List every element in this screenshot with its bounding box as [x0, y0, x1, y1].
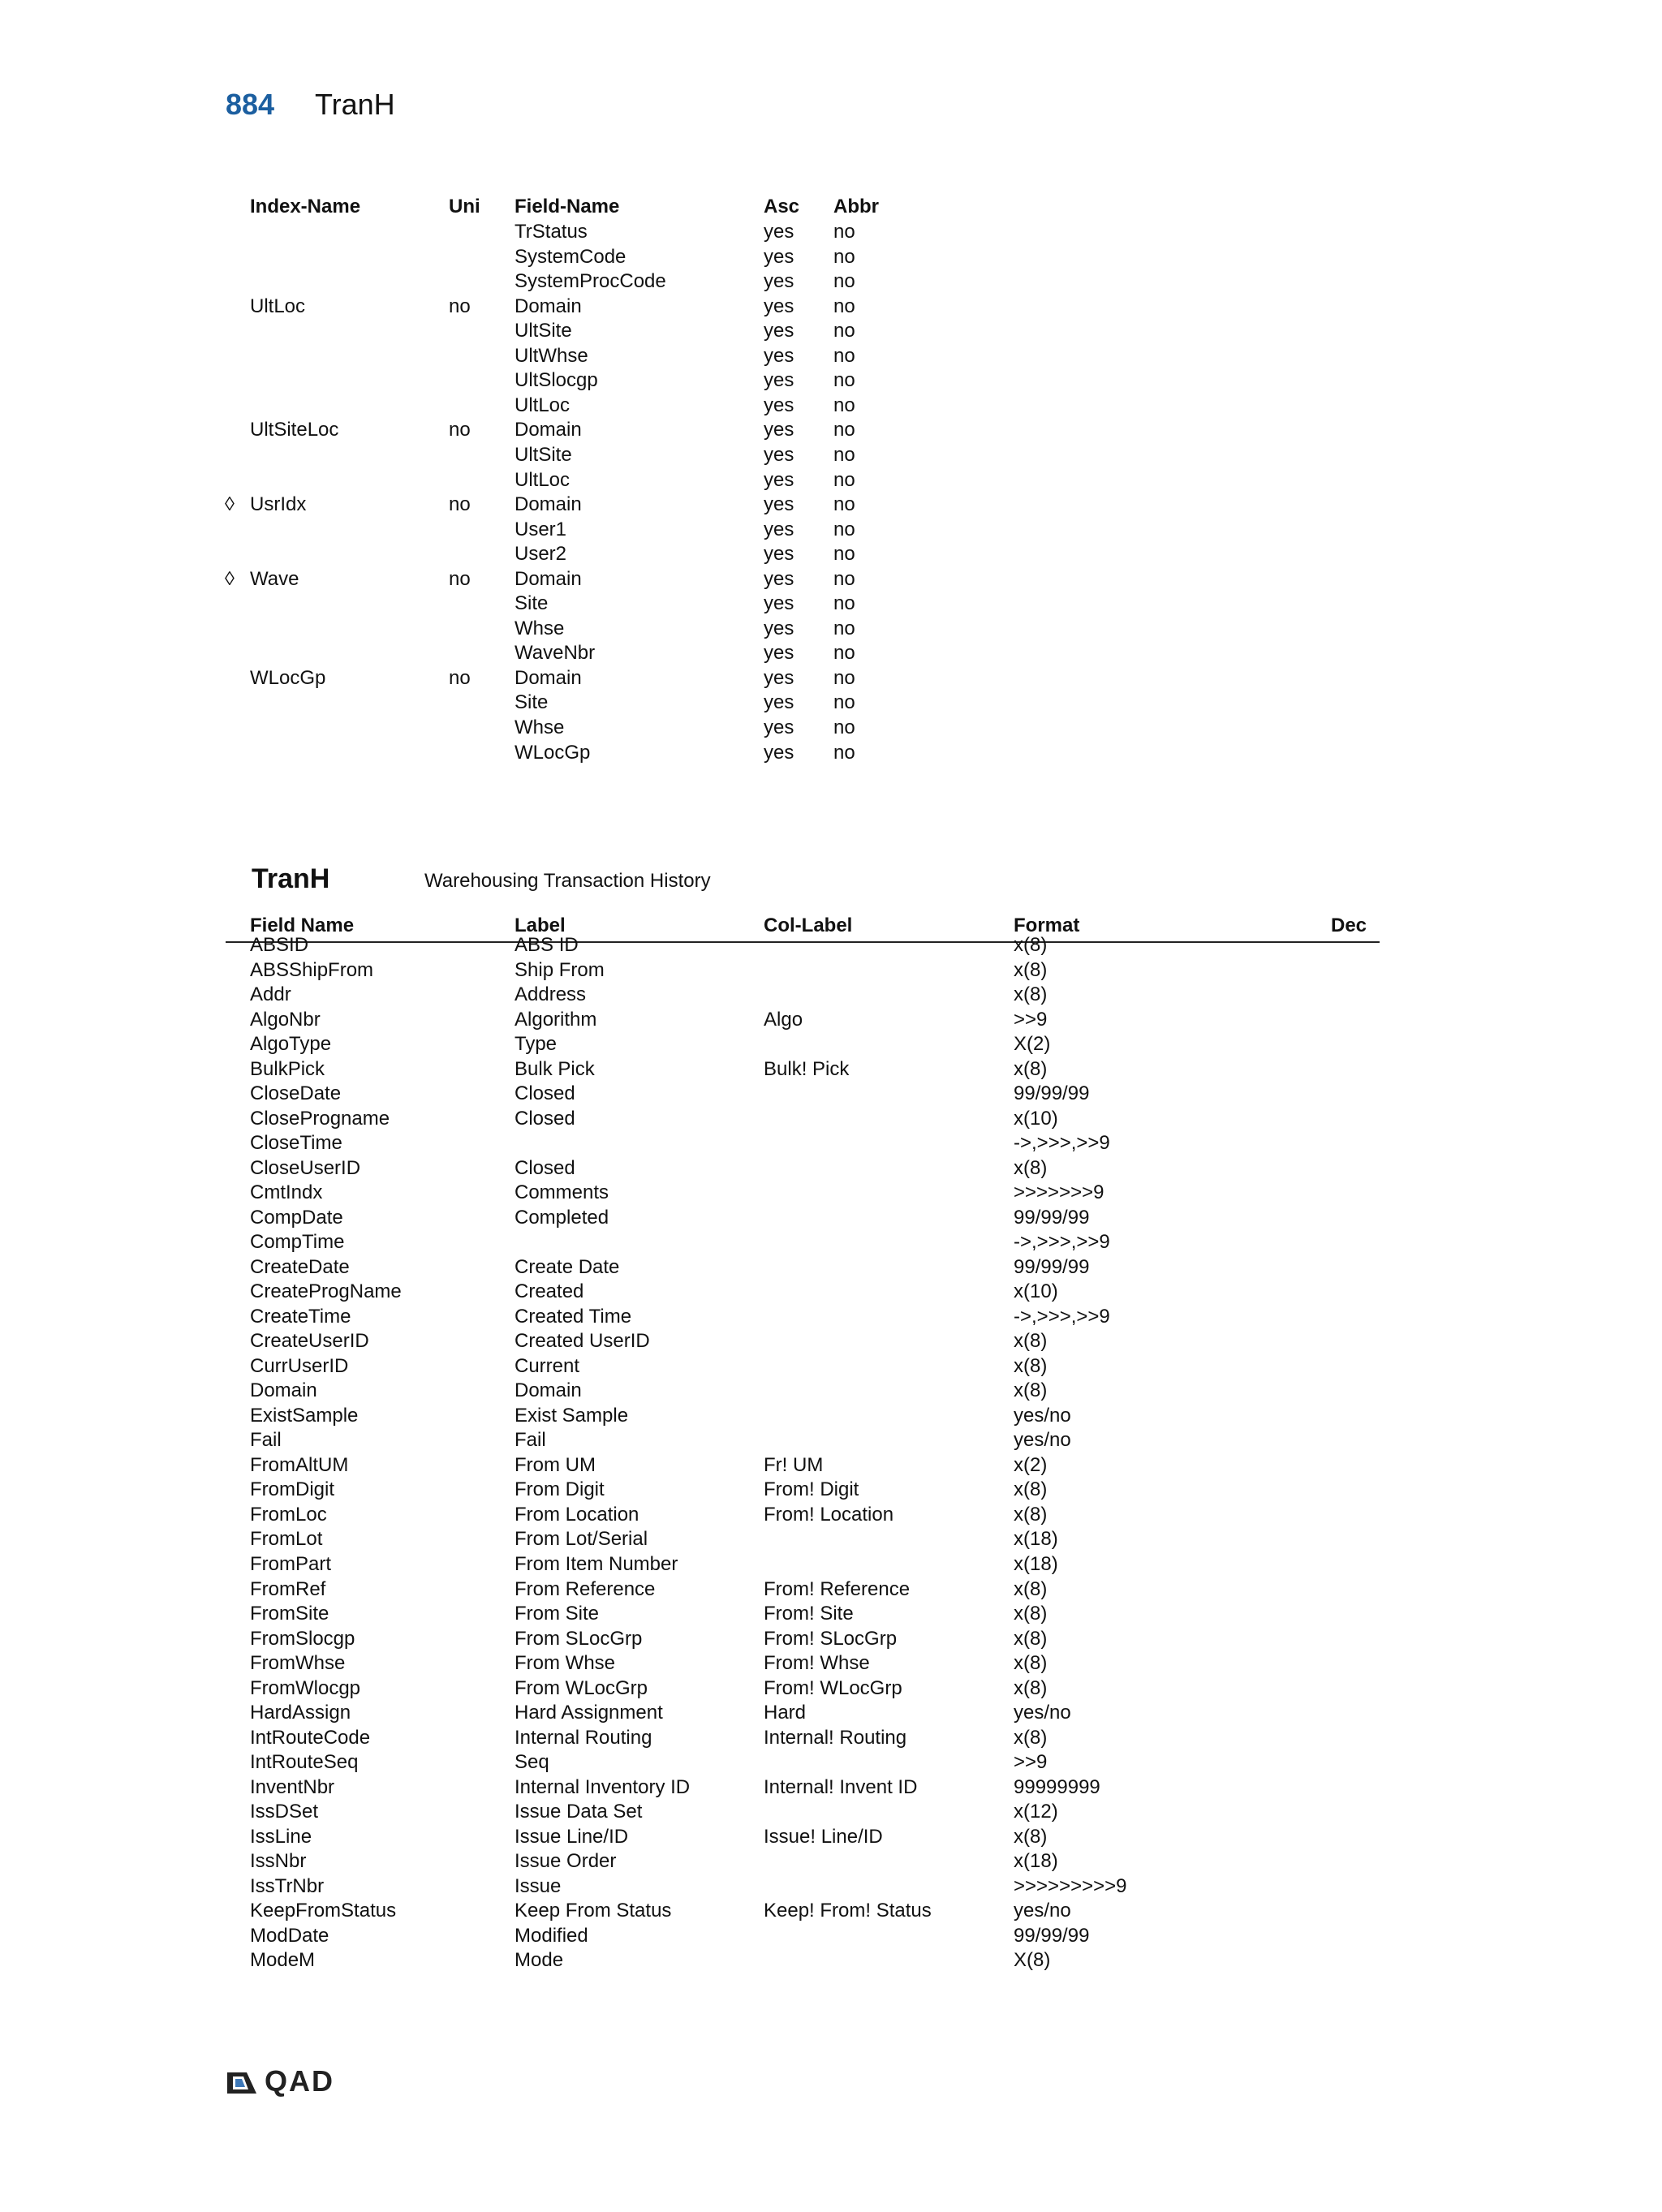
index-row	[226, 244, 956, 269]
field-col-label: Hard	[764, 1702, 807, 1724]
field-name: FromAltUM	[250, 1453, 349, 1476]
col-label: Label	[515, 914, 566, 936]
abbr-value: no	[833, 270, 855, 293]
col-col-label: Col-Label	[764, 914, 853, 936]
field-name: BulkPick	[250, 1057, 325, 1080]
field-format: >>>>>>>9	[1014, 1181, 1104, 1204]
asc-value: yes	[764, 320, 794, 342]
field-format: x(8)	[1014, 1156, 1048, 1179]
field-format: ->,>>>,>>9	[1014, 1132, 1110, 1155]
field-row	[226, 1849, 1380, 1874]
field-row	[226, 1057, 1380, 1082]
col-format: Format	[1014, 914, 1080, 936]
field-label: Internal Routing	[515, 1726, 652, 1749]
field-label: Address	[515, 983, 587, 1006]
field-row	[226, 1577, 1380, 1603]
field-label: Domain	[515, 1379, 582, 1402]
index-row	[226, 665, 956, 691]
abbr-value: no	[833, 518, 855, 540]
field-label: Closed	[515, 1107, 575, 1130]
table-description: Warehousing Transaction History	[424, 870, 711, 892]
col-field-name: Field-Name	[515, 196, 620, 217]
field-col-label: Keep! From! Status	[764, 1900, 932, 1922]
uni-value: no	[449, 493, 471, 516]
field-name: IssTrNbr	[250, 1874, 325, 1897]
field-name: UltSite	[515, 443, 572, 466]
field-name: User1	[515, 518, 567, 540]
field-label: Type	[515, 1033, 558, 1056]
field-col-label: Bulk! Pick	[764, 1057, 850, 1080]
field-row	[226, 1701, 1380, 1726]
field-name: Whse	[515, 717, 565, 738]
field-format: 99/99/99	[1014, 1206, 1090, 1229]
field-label: Modified	[515, 1924, 588, 1947]
field-label: Algorithm	[515, 1008, 597, 1031]
field-row	[226, 1453, 1380, 1478]
field-name: FromPart	[250, 1553, 332, 1575]
abbr-value: no	[833, 443, 855, 466]
field-format: x(8)	[1014, 1379, 1048, 1402]
field-col-label: From! Site	[764, 1603, 854, 1625]
index-name: Wave	[250, 567, 299, 590]
field-format: x(18)	[1014, 1850, 1058, 1873]
row-marker: ◊	[225, 493, 235, 516]
field-format: x(8)	[1014, 1652, 1048, 1675]
field-name: Domain	[515, 666, 582, 689]
abbr-value: no	[833, 320, 855, 342]
field-row	[226, 1948, 1380, 1973]
field-row	[226, 1602, 1380, 1627]
field-label: Created Time	[515, 1305, 632, 1328]
field-row	[226, 1800, 1380, 1825]
field-row	[226, 1552, 1380, 1577]
index-row	[226, 640, 956, 665]
index-name: WLocGp	[250, 666, 326, 689]
col-index-name: Index-Name	[250, 196, 361, 217]
field-row	[226, 1280, 1380, 1305]
field-format: >>9	[1014, 1751, 1048, 1774]
page-title: TranH	[315, 88, 395, 121]
field-name: UltSlocgp	[515, 369, 598, 392]
field-label: Fail	[515, 1429, 546, 1452]
field-row	[226, 1874, 1380, 1900]
field-row	[226, 1899, 1380, 1924]
field-name: CreateProgName	[250, 1280, 402, 1303]
field-col-label: Issue! Line/ID	[764, 1825, 883, 1848]
field-format: X(2)	[1014, 1033, 1051, 1056]
field-row	[226, 1131, 1380, 1156]
field-col-label: From! Digit	[764, 1478, 859, 1501]
field-row	[226, 1008, 1380, 1033]
field-name: Site	[515, 592, 549, 615]
field-name: FromLoc	[250, 1503, 327, 1526]
field-format: x(18)	[1014, 1528, 1058, 1551]
field-row	[226, 1428, 1380, 1453]
field-name: CloseTime	[250, 1132, 342, 1155]
field-name: WaveNbr	[515, 642, 596, 665]
field-row	[226, 1329, 1380, 1354]
index-row	[226, 715, 956, 740]
asc-value: yes	[764, 666, 794, 689]
field-row	[226, 1651, 1380, 1676]
field-name: CloseUserID	[250, 1156, 361, 1179]
field-format: x(18)	[1014, 1553, 1058, 1575]
field-label: ABS ID	[515, 934, 579, 956]
field-label: Issue Data Set	[515, 1801, 643, 1823]
field-col-label: From! WLocGrp	[764, 1676, 902, 1699]
col-field-name: Field Name	[250, 914, 355, 936]
field-format: X(8)	[1014, 1949, 1051, 1972]
field-format: x(8)	[1014, 958, 1048, 981]
uni-value: no	[449, 419, 471, 441]
field-name: CompTime	[250, 1231, 345, 1254]
field-format: >>>>>>>>>9	[1014, 1874, 1127, 1897]
asc-value: yes	[764, 221, 794, 243]
field-format: 99/99/99	[1014, 1082, 1090, 1105]
asc-value: yes	[764, 344, 794, 367]
field-name: User2	[515, 543, 567, 566]
col-dec: Dec	[1331, 914, 1367, 936]
field-format: x(8)	[1014, 1330, 1048, 1353]
field-label: From Whse	[515, 1652, 616, 1675]
field-label: Create Date	[515, 1255, 620, 1278]
abbr-value: no	[833, 666, 855, 689]
asc-value: yes	[764, 617, 794, 639]
field-name: CloseProgname	[250, 1107, 390, 1130]
field-name: AlgoNbr	[250, 1008, 321, 1031]
qad-logo-icon	[226, 2069, 258, 2097]
field-name: KeepFromStatus	[250, 1900, 397, 1922]
abbr-value: no	[833, 717, 855, 738]
field-row	[226, 1156, 1380, 1181]
index-row	[226, 591, 956, 616]
index-row	[226, 219, 956, 244]
index-row	[226, 467, 956, 493]
asc-value: yes	[764, 493, 794, 516]
field-row	[226, 933, 1380, 958]
col-uni: Uni	[449, 196, 480, 217]
field-label: Issue Line/ID	[515, 1825, 629, 1848]
field-name: InventNbr	[250, 1775, 335, 1798]
logo-text: QAD	[265, 2064, 334, 2098]
field-name: ModeM	[250, 1949, 316, 1972]
field-row	[226, 1478, 1380, 1503]
abbr-value: no	[833, 394, 855, 416]
index-row	[226, 343, 956, 368]
field-label: Keep From Status	[515, 1900, 672, 1922]
field-row	[226, 1379, 1380, 1404]
index-row	[226, 318, 956, 343]
field-name: CreateDate	[250, 1255, 350, 1278]
field-row	[226, 1107, 1380, 1132]
index-row	[226, 393, 956, 418]
abbr-value: no	[833, 221, 855, 243]
field-format: x(8)	[1014, 1676, 1048, 1699]
abbr-value: no	[833, 419, 855, 441]
field-row	[226, 1775, 1380, 1801]
field-label: Exist Sample	[515, 1404, 629, 1427]
field-row	[226, 1627, 1380, 1652]
abbr-value: no	[833, 691, 855, 714]
field-format: x(8)	[1014, 983, 1048, 1006]
field-row	[226, 1181, 1380, 1206]
asc-value: yes	[764, 543, 794, 566]
asc-value: yes	[764, 642, 794, 665]
asc-value: yes	[764, 741, 794, 764]
field-format: yes/no	[1014, 1900, 1071, 1922]
field-format: x(8)	[1014, 1627, 1048, 1650]
field-format: x(12)	[1014, 1801, 1058, 1823]
field-format: x(8)	[1014, 1354, 1048, 1377]
field-label: From WLocGrp	[515, 1676, 648, 1699]
col-abbr: Abbr	[833, 196, 879, 217]
field-name: CompDate	[250, 1206, 343, 1229]
field-row	[226, 983, 1380, 1008]
asc-value: yes	[764, 369, 794, 392]
field-row	[226, 1726, 1380, 1751]
field-name: UltLoc	[515, 468, 571, 491]
field-format: ->,>>>,>>9	[1014, 1231, 1110, 1254]
field-label: Comments	[515, 1181, 609, 1204]
field-label: Ship From	[515, 958, 605, 981]
field-name: FromWlocgp	[250, 1676, 361, 1699]
field-name: Site	[515, 691, 549, 714]
index-name: UltSiteLoc	[250, 419, 339, 441]
field-name: SystemProcCode	[515, 270, 666, 293]
index-row	[226, 492, 956, 517]
field-col-label: From! Whse	[764, 1652, 870, 1675]
field-name: ExistSample	[250, 1404, 359, 1427]
field-name: UltSite	[515, 320, 572, 342]
field-format: x(8)	[1014, 1726, 1048, 1749]
field-format: ->,>>>,>>9	[1014, 1305, 1110, 1328]
field-name: Domain	[515, 567, 582, 590]
abbr-value: no	[833, 617, 855, 639]
field-name: Domain	[515, 493, 582, 516]
field-name: IssLine	[250, 1825, 312, 1848]
field-name: IntRouteCode	[250, 1726, 371, 1749]
field-name: Domain	[515, 419, 582, 441]
asc-value: yes	[764, 468, 794, 491]
abbr-value: no	[833, 468, 855, 491]
field-format: x(10)	[1014, 1107, 1058, 1130]
field-name: FromSite	[250, 1603, 329, 1625]
col-asc: Asc	[764, 196, 800, 217]
index-row	[226, 294, 956, 319]
field-label: Bulk Pick	[515, 1057, 595, 1080]
field-label: Closed	[515, 1082, 575, 1105]
field-row	[226, 958, 1380, 983]
field-name: FromLot	[250, 1528, 323, 1551]
field-format: >>9	[1014, 1008, 1048, 1031]
field-col-label: Internal! Routing	[764, 1726, 907, 1749]
field-label: Current	[515, 1354, 580, 1377]
abbr-value: no	[833, 344, 855, 367]
field-format: x(8)	[1014, 934, 1048, 956]
index-row	[226, 269, 956, 294]
uni-value: no	[449, 567, 471, 590]
field-name: CurrUserID	[250, 1354, 349, 1377]
field-format: x(8)	[1014, 1577, 1048, 1600]
field-row	[226, 1305, 1380, 1330]
index-row	[226, 368, 956, 393]
field-name: FromRef	[250, 1577, 326, 1600]
field-format: x(8)	[1014, 1603, 1048, 1625]
page-number: 884	[226, 88, 275, 121]
field-label: Created UserID	[515, 1330, 650, 1353]
field-name: ABSID	[250, 934, 309, 956]
field-label: From Site	[515, 1603, 600, 1625]
field-format: x(8)	[1014, 1478, 1048, 1501]
field-label: Completed	[515, 1206, 609, 1229]
asc-value: yes	[764, 691, 794, 714]
field-col-label: Fr! UM	[764, 1453, 824, 1476]
abbr-value: no	[833, 369, 855, 392]
field-label: Seq	[515, 1751, 549, 1774]
index-row	[226, 417, 956, 442]
field-label: From Item Number	[515, 1553, 678, 1575]
field-format: yes/no	[1014, 1404, 1071, 1427]
field-label: Hard Assignment	[515, 1702, 663, 1724]
field-name: AlgoType	[250, 1033, 332, 1056]
index-row	[226, 740, 956, 765]
field-name: Whse	[515, 617, 565, 639]
abbr-value: no	[833, 741, 855, 764]
field-row	[226, 1404, 1380, 1429]
asc-value: yes	[764, 717, 794, 738]
index-row	[226, 442, 956, 467]
abbr-value: no	[833, 567, 855, 590]
field-name: Domain	[250, 1379, 317, 1402]
field-name: IssDSet	[250, 1801, 319, 1823]
field-col-label: Internal! Invent ID	[764, 1775, 918, 1798]
uni-value: no	[449, 295, 471, 317]
index-name: UsrIdx	[250, 493, 307, 516]
field-name: CmtIndx	[250, 1181, 323, 1204]
field-format: yes/no	[1014, 1429, 1071, 1452]
field-format: x(8)	[1014, 1503, 1048, 1526]
field-format: 99/99/99	[1014, 1924, 1090, 1947]
field-row	[226, 1032, 1380, 1057]
field-name: FromSlocgp	[250, 1627, 355, 1650]
index-name: UltLoc	[250, 295, 306, 317]
field-name: IntRouteSeq	[250, 1751, 359, 1774]
field-label: Issue	[515, 1874, 562, 1897]
field-name: ModDate	[250, 1924, 329, 1947]
field-name: SystemCode	[515, 245, 626, 268]
field-col-label: From! SLocGrp	[764, 1627, 898, 1650]
field-row	[226, 1354, 1380, 1379]
abbr-value: no	[833, 493, 855, 516]
field-name: Addr	[250, 983, 291, 1006]
field-format: 99999999	[1014, 1775, 1100, 1798]
field-name: CreateTime	[250, 1305, 351, 1328]
field-row	[226, 1206, 1380, 1231]
field-name: FromDigit	[250, 1478, 335, 1501]
abbr-value: no	[833, 642, 855, 665]
field-name: HardAssign	[250, 1702, 351, 1724]
field-format: x(8)	[1014, 1057, 1048, 1080]
asc-value: yes	[764, 443, 794, 466]
field-row	[226, 1230, 1380, 1255]
asc-value: yes	[764, 419, 794, 441]
field-row	[226, 1503, 1380, 1528]
index-row	[226, 616, 956, 641]
field-name: CreateUserID	[250, 1330, 369, 1353]
asc-value: yes	[764, 567, 794, 590]
field-label: From SLocGrp	[515, 1627, 643, 1650]
field-name: UltLoc	[515, 394, 571, 416]
uni-value: no	[449, 666, 471, 689]
field-row	[226, 1750, 1380, 1775]
field-label: Created	[515, 1280, 584, 1303]
asc-value: yes	[764, 394, 794, 416]
abbr-value: no	[833, 543, 855, 566]
field-label: From Reference	[515, 1577, 656, 1600]
field-label: Internal Inventory ID	[515, 1775, 691, 1798]
abbr-value: no	[833, 245, 855, 268]
table-title: TranH	[252, 863, 330, 894]
field-label: From Lot/Serial	[515, 1528, 648, 1551]
asc-value: yes	[764, 295, 794, 317]
field-label: Mode	[515, 1949, 564, 1972]
asc-value: yes	[764, 270, 794, 293]
field-format: x(8)	[1014, 1825, 1048, 1848]
field-name: CloseDate	[250, 1082, 342, 1105]
field-row	[226, 1082, 1380, 1107]
field-name: UltWhse	[515, 344, 588, 367]
index-row	[226, 566, 956, 592]
field-name: Fail	[250, 1429, 282, 1452]
field-format: x(10)	[1014, 1280, 1058, 1303]
row-marker: ◊	[225, 567, 235, 590]
field-label: From Location	[515, 1503, 639, 1526]
field-name: FromWhse	[250, 1652, 346, 1675]
field-label: Closed	[515, 1156, 575, 1179]
asc-value: yes	[764, 592, 794, 615]
field-col-label: From! Reference	[764, 1577, 911, 1600]
field-row	[226, 1527, 1380, 1552]
abbr-value: no	[833, 592, 855, 615]
field-row	[226, 1924, 1380, 1949]
index-row	[226, 541, 956, 566]
field-name: WLocGp	[515, 741, 591, 764]
field-label: From Digit	[515, 1478, 605, 1501]
field-name: Domain	[515, 295, 582, 317]
asc-value: yes	[764, 518, 794, 540]
index-row	[226, 690, 956, 715]
field-label: From UM	[515, 1453, 596, 1476]
field-label: Issue Order	[515, 1850, 617, 1873]
field-row	[226, 1825, 1380, 1850]
abbr-value: no	[833, 295, 855, 317]
field-col-label: Algo	[764, 1008, 803, 1031]
field-name: TrStatus	[515, 221, 588, 243]
field-format: yes/no	[1014, 1702, 1071, 1724]
field-format: x(2)	[1014, 1453, 1048, 1476]
field-row	[226, 1255, 1380, 1280]
field-name: IssNbr	[250, 1850, 307, 1873]
field-name: ABSShipFrom	[250, 958, 374, 981]
field-col-label: From! Location	[764, 1503, 894, 1526]
asc-value: yes	[764, 245, 794, 268]
index-row	[226, 517, 956, 542]
field-row	[226, 1676, 1380, 1702]
field-format: 99/99/99	[1014, 1255, 1090, 1278]
